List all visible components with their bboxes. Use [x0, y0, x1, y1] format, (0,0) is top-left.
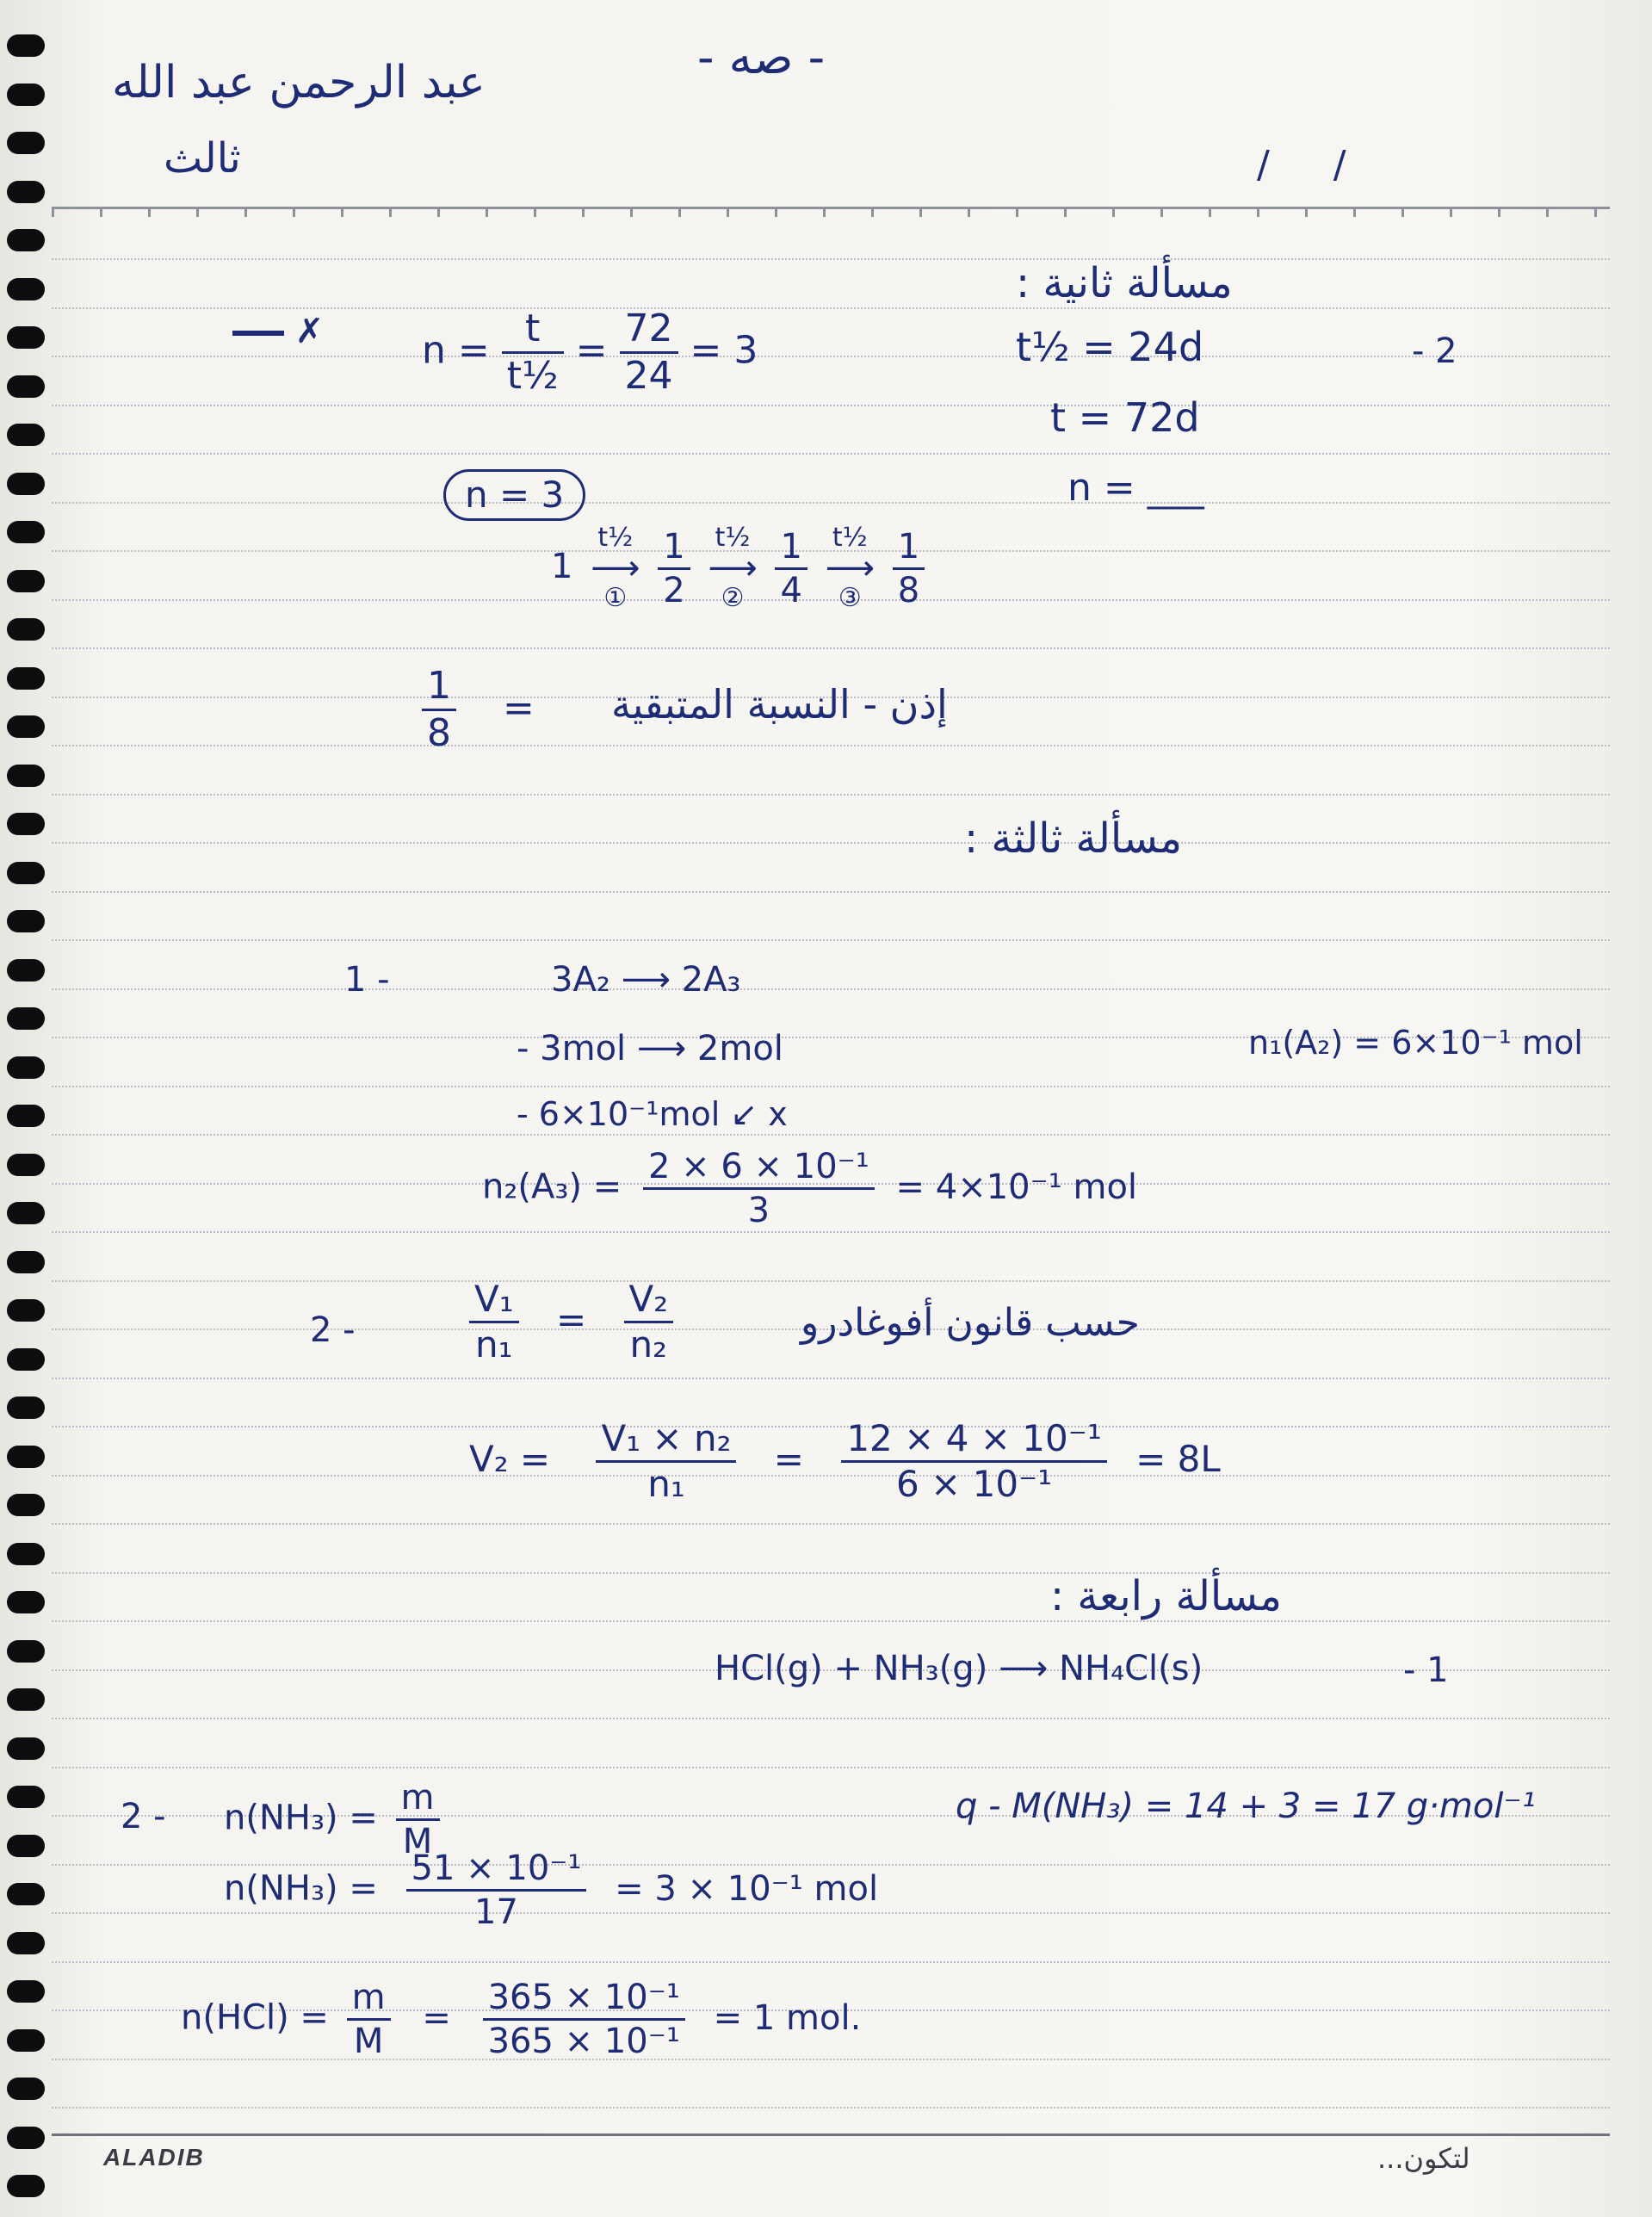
spiral-ring [7, 715, 45, 738]
spiral-ring [7, 1835, 45, 1857]
formula-frac2 [620, 307, 678, 398]
conclusion-text: إذن - النسبة المتبقية [611, 681, 948, 728]
ruled-line [52, 1231, 1610, 1233]
given-time: t = 72d [1050, 394, 1200, 441]
spiral-ring [7, 424, 45, 446]
formula-lhs: n = [422, 328, 490, 373]
spiral-ring [7, 1251, 45, 1273]
given-n1: n₁(A₂) = 6×10⁻¹ mol [1248, 1024, 1583, 1062]
given-half-life: t½ = 24d [1016, 324, 1204, 370]
ruled-line [52, 891, 1610, 893]
ruled-line [52, 1961, 1610, 1963]
spiral-ring [7, 34, 45, 57]
spiral-ring [7, 1105, 45, 1127]
half-life-formula: n = $\frac{t}{\text{t½}}$ = $\frac{72}{24}$ = 3 [422, 307, 758, 398]
spiral-ring [7, 667, 45, 690]
spiral-ring [7, 813, 45, 835]
spiral-ring [7, 570, 45, 592]
footer-rule [52, 2133, 1610, 2136]
spiral-ring [7, 2078, 45, 2100]
reaction-equation: 3A₂ ⟶ 2A₃ [551, 960, 741, 1000]
n-hcl-calculation: n(HCl) = $\frac{m}{M}$ = $\frac{\text{365 × 10⁻¹}}{\text{365 × 10⁻¹}}$ = 1 mol. [181, 1978, 862, 2061]
spiral-ring [7, 1007, 45, 1030]
ruled-line [52, 1378, 1610, 1379]
spiral-ring [7, 910, 45, 932]
ruled-line [52, 1767, 1610, 1768]
page-title: - صه - [697, 30, 826, 84]
spiral-ring [7, 1688, 45, 1711]
ruled-line [52, 502, 1610, 504]
spiral-ring [7, 618, 45, 641]
frac1-numerator: t [502, 310, 564, 354]
section2-item-number: - 2 [1412, 331, 1457, 371]
frac1-denominator: t½ [506, 354, 559, 398]
spiral-binding [0, 0, 60, 2217]
ruled-line [52, 1718, 1610, 1719]
decay-frac-quarter: $\frac{1}{4}$ [775, 529, 807, 608]
spiral-ring [7, 1446, 45, 1468]
section2-heading: مسألة ثانية : [1016, 259, 1233, 307]
spiral-ring [7, 181, 45, 203]
ruled-line [52, 2107, 1610, 2109]
decay-arrow-3: t½ ⟶ ③ [825, 523, 875, 613]
spiral-ring [7, 278, 45, 300]
decay-arrow-1: t½ ⟶ ① [591, 523, 640, 613]
section3-item1-number: 1 - [344, 960, 390, 1000]
crossed-mark: ✗ [232, 314, 324, 349]
student-name: عبد الرحمن عبد الله [112, 57, 486, 108]
spiral-ring [7, 1154, 45, 1176]
molar-mass: q - M(NH₃) = 14 + 3 = 17 g·mol⁻¹ [956, 1787, 1536, 1826]
v2-calculation: V₂ = $\frac{\text{V₁ × n₂}}{\text{n₁}}$ = $\frac{\text{12 × 4 × 10⁻¹}}{\text{6 × 10⁻¹}}$ = 8L [469, 1417, 1221, 1505]
ruled-line [52, 842, 1610, 844]
decay-frac-half: $\frac{1}{2}$ [658, 529, 690, 608]
decay-start: 1 [551, 547, 573, 586]
spiral-ring [7, 1737, 45, 1760]
spiral-ring [7, 1883, 45, 1905]
spiral-ring [7, 1299, 45, 1322]
spiral-ring [7, 1494, 45, 1516]
spiral-ring [7, 1591, 45, 1613]
ruled-line [52, 1134, 1610, 1136]
ruled-line [52, 1086, 1610, 1087]
ruled-line [52, 1572, 1610, 1574]
reaction-equation-2: HCl(g) + NH₃(g) ⟶ NH₄Cl(s) [715, 1649, 1203, 1688]
decay-frac-eighth: $\frac{1}{8}$ [893, 529, 925, 608]
section3-item2-number: 2 - [310, 1310, 356, 1350]
ruled-line [52, 939, 1610, 941]
ruled-line [52, 453, 1610, 455]
spiral-ring [7, 521, 45, 543]
notebook-brand: ALADIB [103, 2144, 205, 2171]
ruled-line [52, 1523, 1610, 1525]
mol-given: - 6×10⁻¹mol ↙ x [517, 1095, 788, 1133]
ruled-line [52, 1620, 1610, 1622]
ruled-line [52, 794, 1610, 796]
spiral-ring [7, 1396, 45, 1419]
ruled-line [52, 258, 1610, 260]
ruled-line [52, 307, 1610, 309]
spiral-ring [7, 1348, 45, 1371]
header-ticks [52, 207, 1610, 217]
spiral-ring [7, 1640, 45, 1663]
spiral-ring [7, 84, 45, 106]
spiral-ring [7, 1980, 45, 2003]
spiral-ring [7, 1932, 45, 1954]
spiral-ring [7, 229, 45, 251]
mol-ratio: - 3mol ⟶ 2mol [517, 1029, 783, 1068]
section3-heading: مسألة ثالثة : [964, 814, 1183, 863]
formula-result: = 3 [690, 328, 758, 373]
frac2-denominator: 24 [624, 354, 673, 398]
frac2-numerator: 72 [620, 310, 678, 354]
ruled-line [52, 405, 1610, 406]
spiral-ring [7, 326, 45, 349]
avogadro-text: حسب قانون أفوغادرو [801, 1301, 1140, 1345]
section4-item1-number: - 1 [1403, 1650, 1449, 1690]
spiral-ring [7, 375, 45, 398]
spiral-ring [7, 2127, 45, 2149]
boxed-result: n = 3 [443, 469, 585, 521]
n2-calculation: n₂(A₃) = $\frac{\text{2 × 6 × 10⁻¹}}{3}$ = 4×10⁻¹ mol [482, 1147, 1138, 1230]
unknown-n: n = ___ [1067, 466, 1204, 510]
student-class: ثالث [164, 134, 241, 183]
spiral-ring [7, 1543, 45, 1565]
formula-frac1 [502, 307, 564, 398]
ruled-line [52, 745, 1610, 746]
ruled-line [52, 356, 1610, 357]
ruled-line [52, 1280, 1610, 1282]
spiral-ring [7, 2029, 45, 2052]
spiral-ring [7, 2175, 45, 2197]
spiral-ring [7, 1056, 45, 1079]
decay-chain [551, 525, 925, 611]
ruled-line [52, 2059, 1610, 2060]
n-nh3-calculation: n(NH₃) = $\frac{\text{51 × 10⁻¹}}{17}$ = 3 × 10⁻¹ mol [224, 1849, 879, 1932]
date-marks: / / [1257, 143, 1372, 187]
decay-arrow-2: t½ ⟶ ② [708, 523, 758, 613]
ruled-line [52, 988, 1610, 990]
spiral-ring [7, 132, 45, 154]
spiral-ring [7, 1202, 45, 1224]
conclusion-fraction: $\frac{1}{8}$ = [422, 667, 535, 752]
ruled-line [52, 647, 1610, 649]
spiral-ring [7, 1786, 45, 1808]
avogadro-ratio: $\frac{\text{V₁}}{\text{n₁}}$ = $\frac{\text{V₂}}{\text{n₂}}$ [469, 1281, 673, 1363]
section4-item2-number: 2 - [121, 1797, 166, 1836]
spiral-ring [7, 765, 45, 787]
n-nh3-formula: n(NH₃) = $\frac{m}{M}$ [224, 1780, 440, 1859]
spiral-ring [7, 959, 45, 982]
spiral-ring [7, 862, 45, 884]
section4-heading: مسألة رابعة : [1050, 1572, 1282, 1620]
spiral-ring [7, 473, 45, 495]
notebook-slogan: لتكون... [1377, 2142, 1470, 2175]
